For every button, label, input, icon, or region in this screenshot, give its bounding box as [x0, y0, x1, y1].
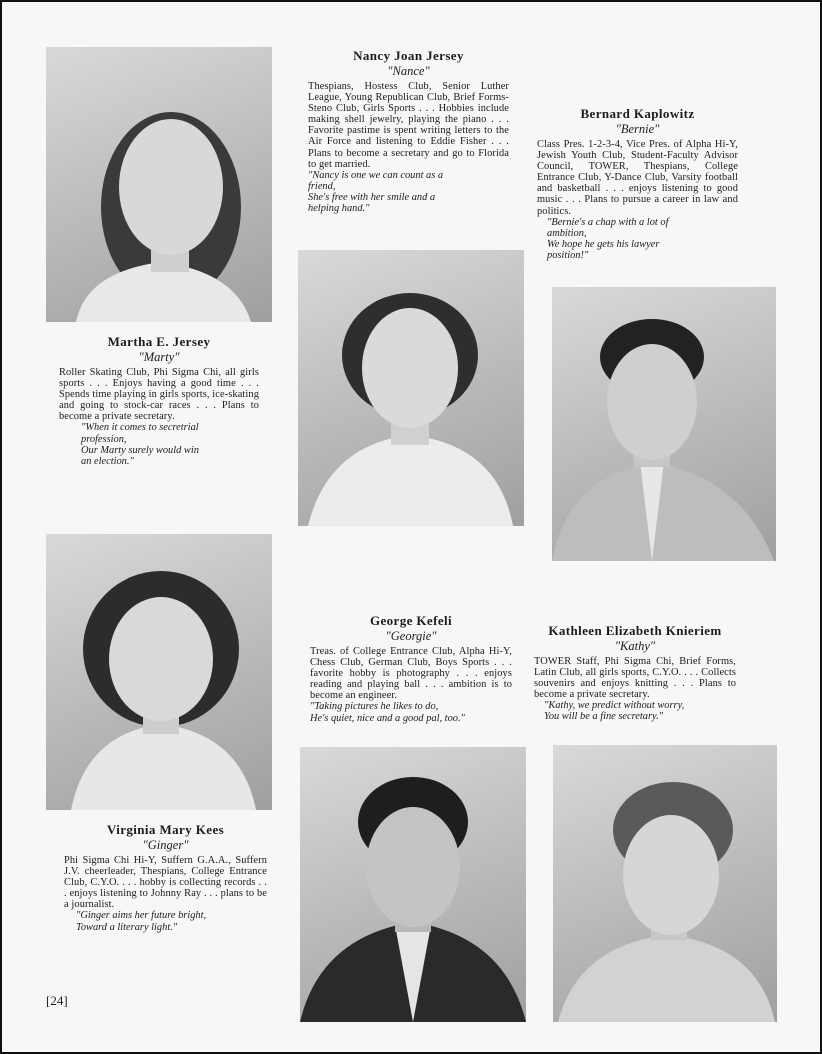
name-bernard: Bernard Kaplowitz — [580, 106, 695, 121]
entry-george — [310, 613, 512, 724]
bio-kathleen: TOWER Staff, Phi Sigma Chi, Brief Forms, Latin Club, all girls sports, C.Y.O. . . . Collects souvenirs and enjoys knitting . . . Plans to become a private secretary. — [534, 656, 736, 701]
entry-martha — [59, 334, 259, 467]
name-nancy: Nancy Joan Jersey — [353, 48, 464, 63]
quote-virginia: "Ginger aims her future bright, Toward a literary light." — [76, 910, 207, 933]
entry-virginia — [64, 822, 267, 933]
quote-george: "Taking pictures he likes to do, He's quiet, nice and a good pal, too." — [310, 701, 465, 724]
photo-kathleen — [553, 745, 777, 1022]
nickname-nancy: "Nance" — [387, 64, 430, 78]
name-martha: Martha E. Jersey — [107, 334, 211, 349]
page-number: [24] — [46, 993, 68, 1008]
nickname-bernard: "Bernie" — [615, 122, 660, 136]
entry-bernard — [537, 106, 738, 261]
entry-nancy — [308, 48, 509, 214]
name-kathleen: Kathleen Elizabeth Knieriem — [548, 623, 722, 638]
name-george: George Kefeli — [369, 613, 453, 628]
bio-martha: Roller Skating Club, Phi Sigma Chi, all girls sports . . . Enjoys having a good time . . . Spends time playing in girls sports, ice-skating and going to stock-car races . . . Plans to become a private secretary. — [59, 367, 259, 423]
photo-martha — [46, 47, 272, 322]
quote-nancy: "Nancy is one we can count as a friend, She's free with her smile and a helping hand." — [308, 169, 444, 215]
bio-george: Treas. of College Entrance Club, Alpha Hi-Y, Chess Club, German Club, Boys Sports . . . favorite hobby is photography . . . enjoys reading and playing ball . . . ambition is to become an engineer. — [310, 646, 512, 702]
quote-bernard: "Bernie's a chap with a lot of ambition, We hope he gets his lawyer position!" — [547, 216, 669, 261]
quote-martha: "When it comes to secretrial profession, Our Marty surely would win an election." — [81, 422, 199, 467]
entry-kathleen — [534, 623, 736, 723]
photo-bernard — [552, 287, 776, 561]
photo-george — [300, 747, 526, 1022]
nickname-martha: "Marty" — [138, 350, 180, 364]
bio-virginia: Phi Sigma Chi Hi-Y, Suffern G.A.A., Suffern J.V. cheerleader, Thespians, College Entrance Club, C.Y.O. . . . hobby is collecting records . . . enjoys listening to Johnny Ray . . . plans to be a journalist. — [64, 855, 267, 911]
nickname-virginia: "Ginger" — [142, 838, 189, 852]
name-virginia: Virginia Mary Kees — [106, 822, 225, 837]
nickname-george: "Georgie" — [385, 629, 437, 643]
photo-nancy — [298, 250, 524, 526]
bio-nancy: Thespians, Hostess Club, Senior Luther League, Young Republican Club, Brief Forms-Steno Club, Girls Sports . . . Hobbies include making shell jewelry, playing the piano . . . Favorite pastime is spent writing letters to the Air Force and listening to Eddie Fisher . . . Plans to become a secretary and go to Florida to get married. — [308, 81, 509, 170]
nickname-kathleen: "Kathy" — [614, 639, 656, 653]
quote-kathleen: "Kathy, we predict without worry, You will be a fine secretary." — [544, 700, 685, 723]
photo-virginia — [46, 534, 272, 810]
bio-bernard: Class Pres. 1-2-3-4, Vice Pres. of Alpha Hi-Y, Jewish Youth Club, Student-Faculty Advisor Council, TOWER, Thespians, College Entrance Club, Y-Dance Club, Varsity football and basketball . . . enjoys listening to good music . . . Plans to pursue a career in law and politics. — [537, 139, 738, 217]
